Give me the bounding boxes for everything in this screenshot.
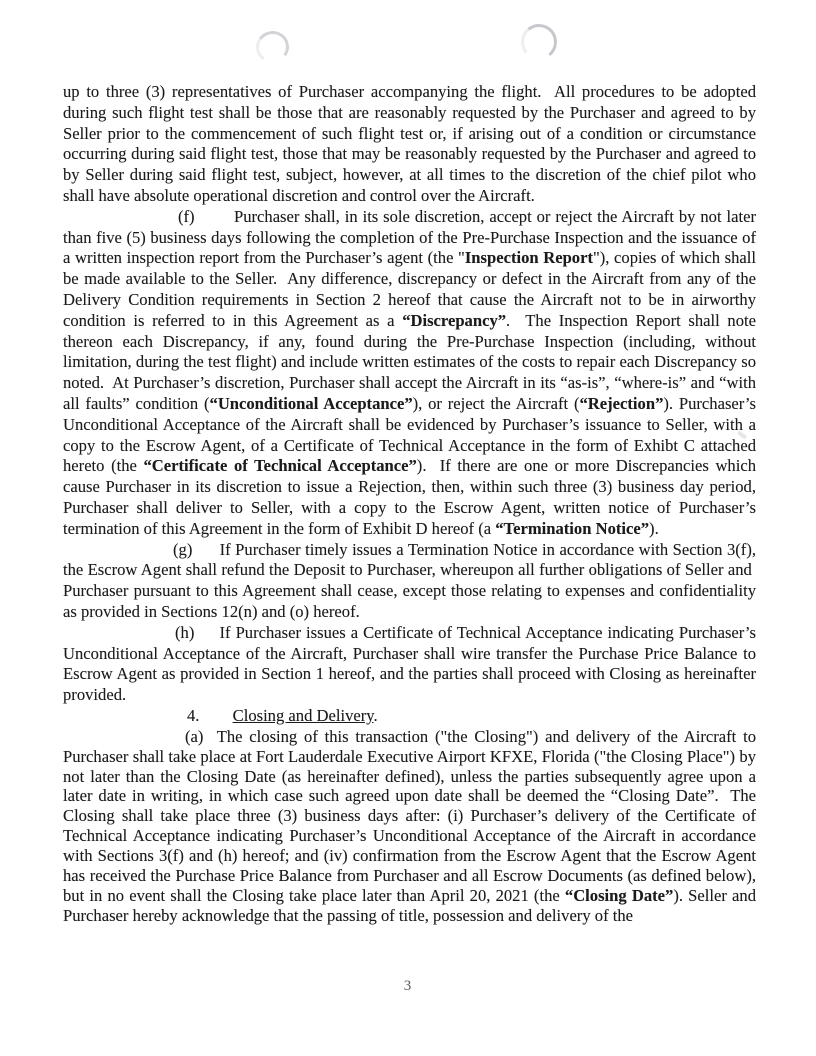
paragraph-a: (a) The closing of this transaction ("the Closing") and delivery of the Aircraft to Purchaser shall take place at Fort Lauderdale Executive Airport KFXE, Florida ("the Closing Place") by not later than the Closing Date (as hereinafter defined), unless the parties subsequently agree upon a later date in writing, in which case such agreed upon date shall be deemed the “Closing Date”. The Closing shall take place three (3) business days after: (i) Purchaser’s delivery of the Certificate of Technical Acceptance indicating Purchaser’s Unconditional Acceptance of the Aircraft in accordance with Sections 3(f) and (h) hereof; and (iv) confirmation from the Escrow Agent that the Escrow Agent has received the Purchase Price Balance from Purchaser and all Escrow Documents (as defined below), but in no event shall the Closing take place later than April 20, 2021 (the “Closing Date”). Seller and Purchaser hereby acknowledge that the passing of title, possession and delivery of the: [63, 726, 756, 925]
scan-artifact-arc-right: [519, 22, 559, 62]
paragraph-continuation: up to three (3) representatives of Purchaser accompanying the flight. All procedures to be adopted during such flight test shall be those that are reasonably requested by the Purchaser and agreed to by Seller prior to the commencement of such flight test or, if arising out of a condition or circumstance occurring during said flight test, those that may be reasonably requested by the Purchaser and agreed to by Seller during said flight test, subject, however, at all times to the discretion of the chief pilot who shall have absolute operational discretion and control over the Aircraft.: [63, 82, 756, 205]
document-body: [63, 82, 756, 926]
paragraph-f: (f) Purchaser shall, in its sole discretion, accept or reject the Aircraft by not later than five (5) business days following the completion of the Pre-Purchase Inspection and the issuance of a written inspection report from the Purchaser’s agent (the "Inspection Report"), copies of which shall be made available to the Seller. Any difference, discrepancy or defect in the Aircraft from any of the Delivery Condition requirements in Section 2 hereof that cause the Aircraft not to be in airworthy condition is referred to in this Agreement as a “Discrepancy”. The Inspection Report shall note thereon each Discrepancy, if any, found during the Pre-Purchase Inspection (including, without limitation, during the test flight) and include written estimates of the costs to repair each Discrepancy so noted. At Purchaser’s discretion, Purchaser shall accept the Aircraft in its “as-is”, “where-is” and “with all faults” condition (“Unconditional Acceptance”), or reject the Aircraft (“Rejection”). Purchaser’s Unconditional Acceptance of the Aircraft shall be evidenced by Purchaser’s issuance to Seller, with a copy to the Escrow Agent, of a Certificate of Technical Acceptance in the form of Exhibt C attached hereto (the “Certificate of Technical Acceptance”). If there are one or more Discrepancies which cause Purchaser in its discretion to issue a Rejection, then, within such three (3) business day period, Purchaser shall deliver to Seller, with a copy to the Escrow Agent, written notice of Purchaser’s termination of this Agreement in the form of Exhibit D hereof (a “Termination Notice”).: [63, 206, 756, 538]
scan-artifact-arc-left: [253, 28, 291, 65]
page-number: 3: [403, 978, 413, 994]
paragraph-h: (h) If Purchaser issues a Certificate of Technical Acceptance indicating Purchaser’s Unconditional Acceptance of the Aircraft, Purchaser shall wire transfer the Purchase Price Balance to Escrow Agent as provided in Section 1 hereof, and the parties shall proceed with Closing as hereinafter provided.: [63, 622, 756, 705]
section-heading-closing-and-delivery: 4. Closing and Delivery.: [187, 705, 378, 725]
paragraph-g: (g) If Purchaser timely issues a Termination Notice in accordance with Section 3(f), the Escrow Agent shall refund the Deposit to Purchaser, whereupon all further obligations of Seller and Purchaser pursuant to this Agreement shall cease, except those relating to expenses and confidentiality as provided in Sections 12(n) and (o) hereof.: [63, 539, 756, 621]
